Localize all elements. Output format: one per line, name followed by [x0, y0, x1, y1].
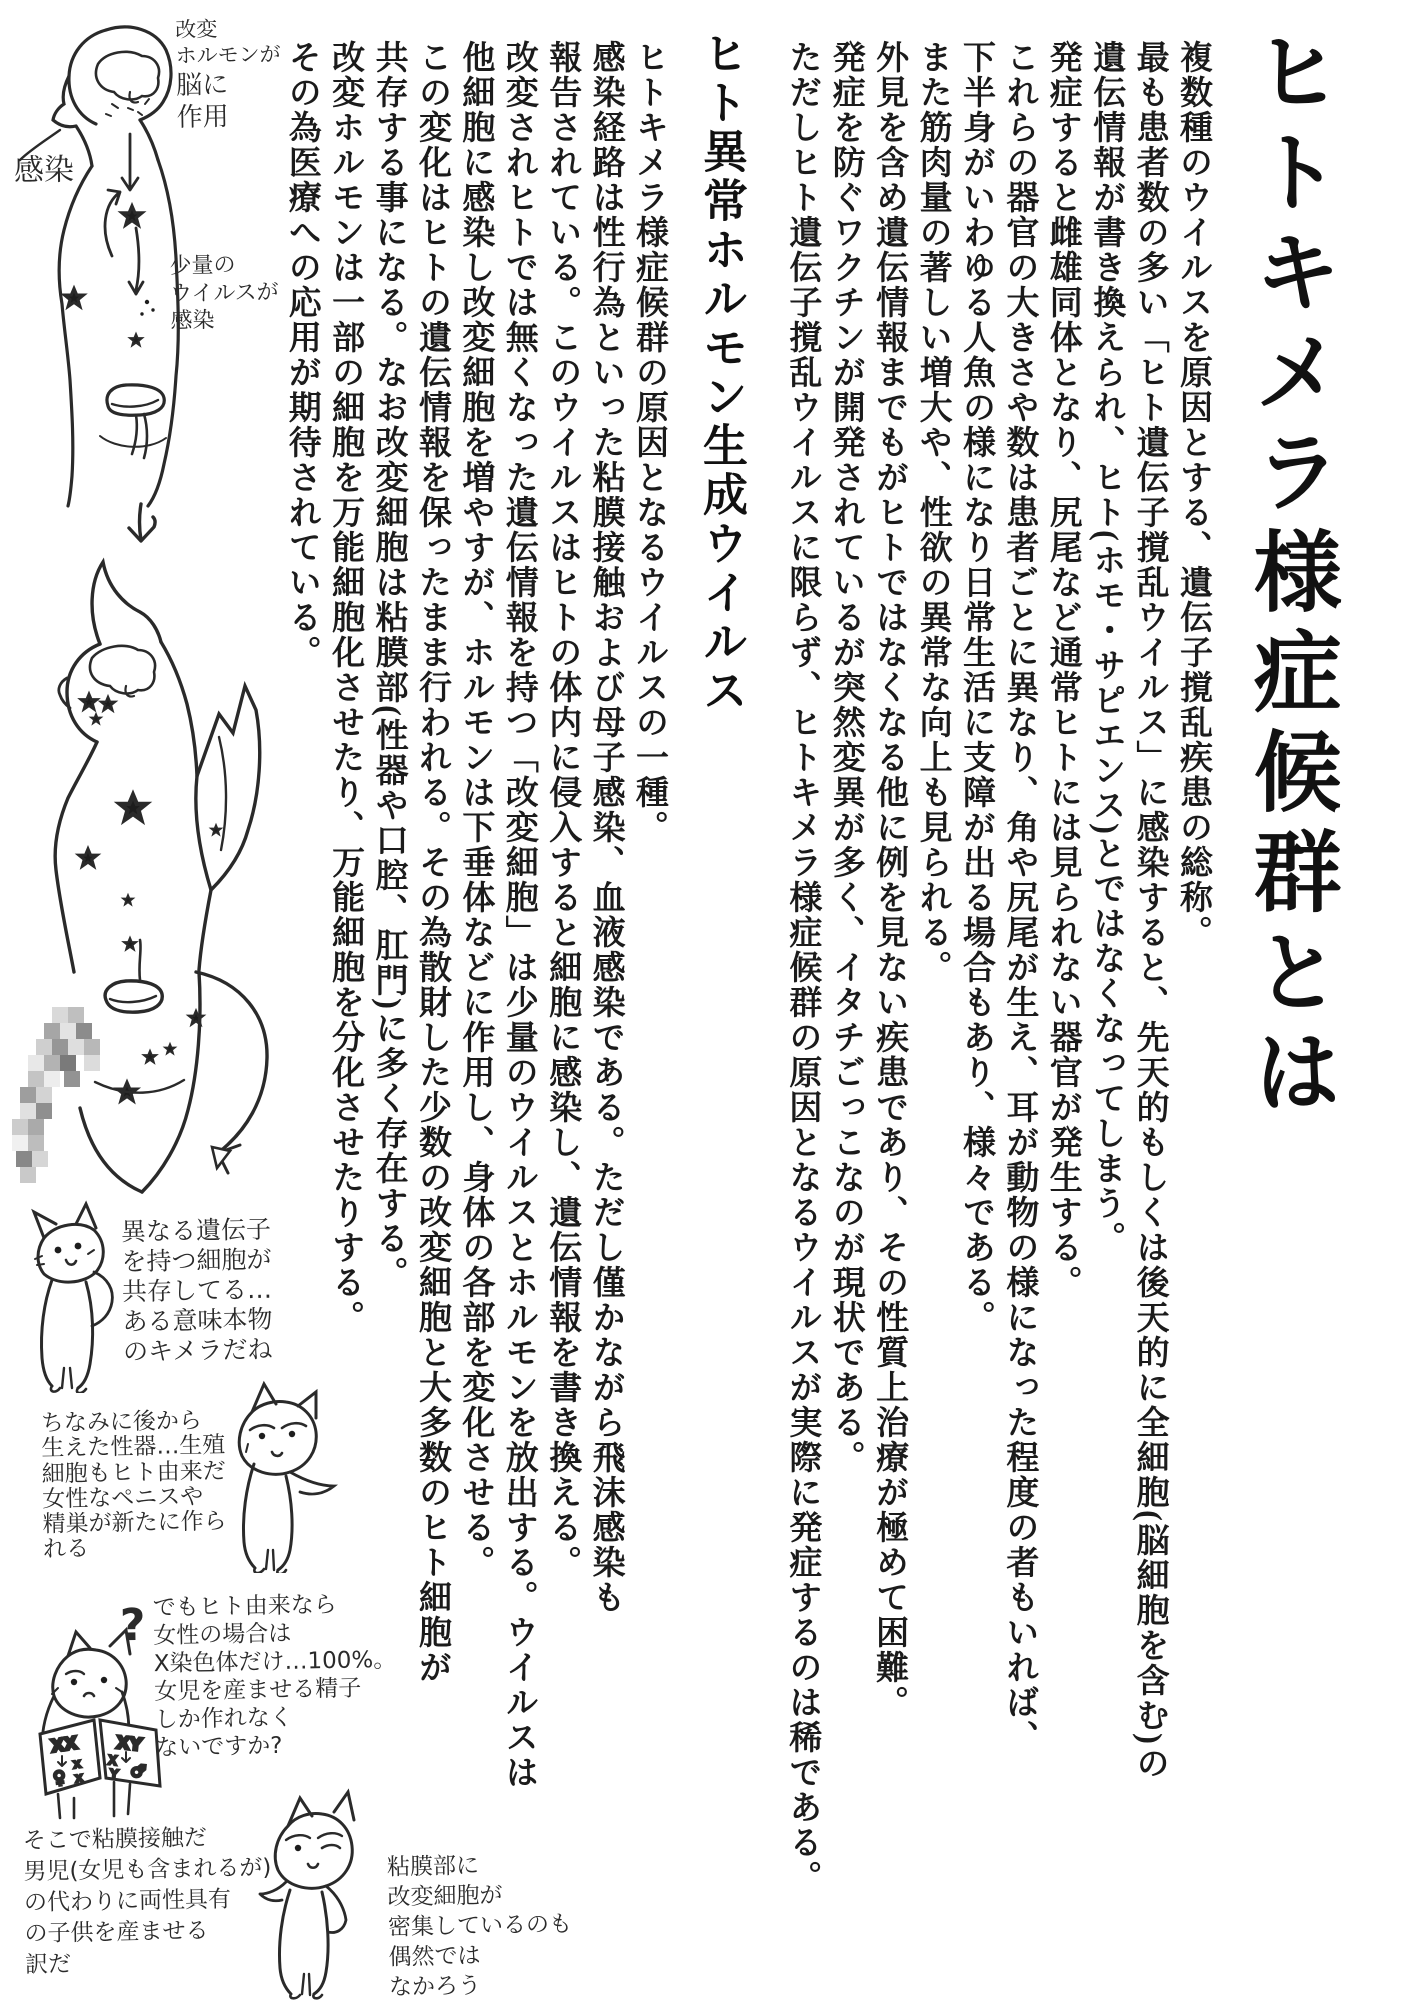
fig1-label-hormone: 改変 ホルモンが 脳に 作用: [175, 17, 281, 133]
svg-text:♂: ♂: [129, 1761, 147, 1783]
section1-text: [778, 40, 1214, 1970]
text-column: ただしヒト遺伝子撹乱ウイルスに限らず、ヒトキメラ様症候群の原因となるウイルスが実際に発症するのは稀である。: [784, 40, 821, 1895]
text-column: 改変ホルモンは一部の細胞を万能細胞化させたり、万能細胞を分化させたりする。: [327, 40, 364, 1335]
text-column: また筋肉量の著しい増大や、性欲の異常な向上も見られる。: [914, 40, 951, 985]
text-column: 共存する事になる。なお改変細胞は粘膜部(性器や口腔、肛門)に多く存在する。: [370, 40, 407, 1291]
demon-figure-sketch: [0, 552, 300, 1197]
note-mucosa-plan: そこで粘膜接触だ 男児(女児も含まれるが) の代わりに両性具有 の子供を産ませる 訳だ: [22, 1824, 272, 1979]
text-column: その為医療への応用が期待されている。: [283, 40, 320, 670]
note-chromosome: でもヒト由来なら 女性の場合は X染色体だけ…100%。 女児を産ませる精子 しか作れなく ないですか?: [152, 1591, 397, 1762]
fig1-label-infect: 感染: [13, 152, 75, 189]
text-column: 発症を防ぐワクチンが開発されているが突然変異が多く、イタチごっこなのが現状である。: [827, 40, 864, 1475]
text-column: 報告されている。このウイルスはヒトの体内に侵入すると細胞に感染し、遺伝情報を書き換える。: [544, 40, 581, 1580]
text-column: ヒトキメラ様症候群の原因となるウイルスの一種。: [631, 40, 667, 845]
svg-text:XX: XX: [49, 1733, 79, 1757]
note-genitals: ちなみに後から 生えた性器…生殖 細胞もヒト由来だ 女性なペニスや 精巣が新たに作ら れる: [40, 1407, 227, 1564]
note-mucosa-cells: 粘膜部に 改変細胞が 密集しているのも 偶然では なかろう: [386, 1853, 573, 2000]
svg-text:♀: ♀: [51, 1767, 68, 1789]
text-column: 複数種のウイルスを原因とする、遺伝子撹乱疾患の総称。: [1175, 40, 1211, 950]
svg-text:x: x: [72, 1756, 82, 1771]
note-chimera: 異なる遺伝子 を持つ細胞が 共存してる… ある意味本物 のキメラだね: [120, 1214, 273, 1367]
question-mark: ?: [119, 1599, 146, 1652]
svg-text:Y: Y: [109, 1767, 119, 1782]
text-column: これらの器官の大きさや数は患者ごとに異なり、角や尻尾が生え、耳が動物の様になった程度の者もいれば、: [1001, 40, 1038, 1755]
cat-doodle-excited: [14, 1198, 126, 1393]
svg-text:X: X: [107, 1753, 118, 1768]
text-column: 最も患者数の多い「ヒト遺伝子撹乱ウイルス」に感染すると、先天的もしくは後天的に全細胞(脳細胞を含む)の: [1131, 40, 1168, 1781]
svg-text:XY: XY: [115, 1733, 143, 1756]
text-column: 改変されヒトでは無くなった遺伝情報を持つ「改変細胞」は少量のウイルスとホルモンを放出する。ウイルスは: [500, 40, 537, 1790]
section2-title: ヒト異常ホルモン生成ウイルス: [696, 30, 746, 716]
cat-doodle-skeptical: [224, 1378, 346, 1573]
cat-doodle-smug: [256, 1786, 392, 2000]
text-column: 他細胞に感染し改変細胞を増やすが、ホルモンは下垂体などに作用し、身体の各部を変化させる。: [457, 40, 494, 1580]
fig1-label-virus: 少量の ウイルスが 感染: [169, 252, 279, 334]
text-column: この変化はヒトの遺伝情報を保ったまま行われる。その為散財した少数の改変細胞と大多数のヒト細胞が: [413, 40, 450, 1685]
text-column: 感染経路は性行為といった粘膜接触および母子感染、血液感染である。ただし僅かながら飛沫感染も: [587, 40, 624, 1615]
cat-doodle-worried-with-book: [18, 1626, 176, 1822]
down-arrow-icon: [115, 500, 165, 552]
text-column: 外見を含め遺伝情報までもがヒトではなくなる他に例を見ない疾患であり、その性質上治療が極めて困難。: [871, 40, 908, 1720]
svg-text:x: x: [74, 1770, 84, 1785]
page-title: ヒトキメラ様症候群とは: [1240, 26, 1338, 1126]
text-column: 発症すると雌雄同体となり、尻尾など通常ヒトには見られない器官が発生する。: [1044, 40, 1081, 1300]
text-column: 遺伝情報が書き換えられ、ヒト(ホモ・サピエンス)とではなくなってしまう。: [1088, 40, 1125, 1256]
mosaic-censor: [12, 1007, 100, 1183]
text-column: 下半身がいわゆる人魚の様になり日常生活に支障が出る場合もあり、様々である。: [957, 40, 994, 1335]
